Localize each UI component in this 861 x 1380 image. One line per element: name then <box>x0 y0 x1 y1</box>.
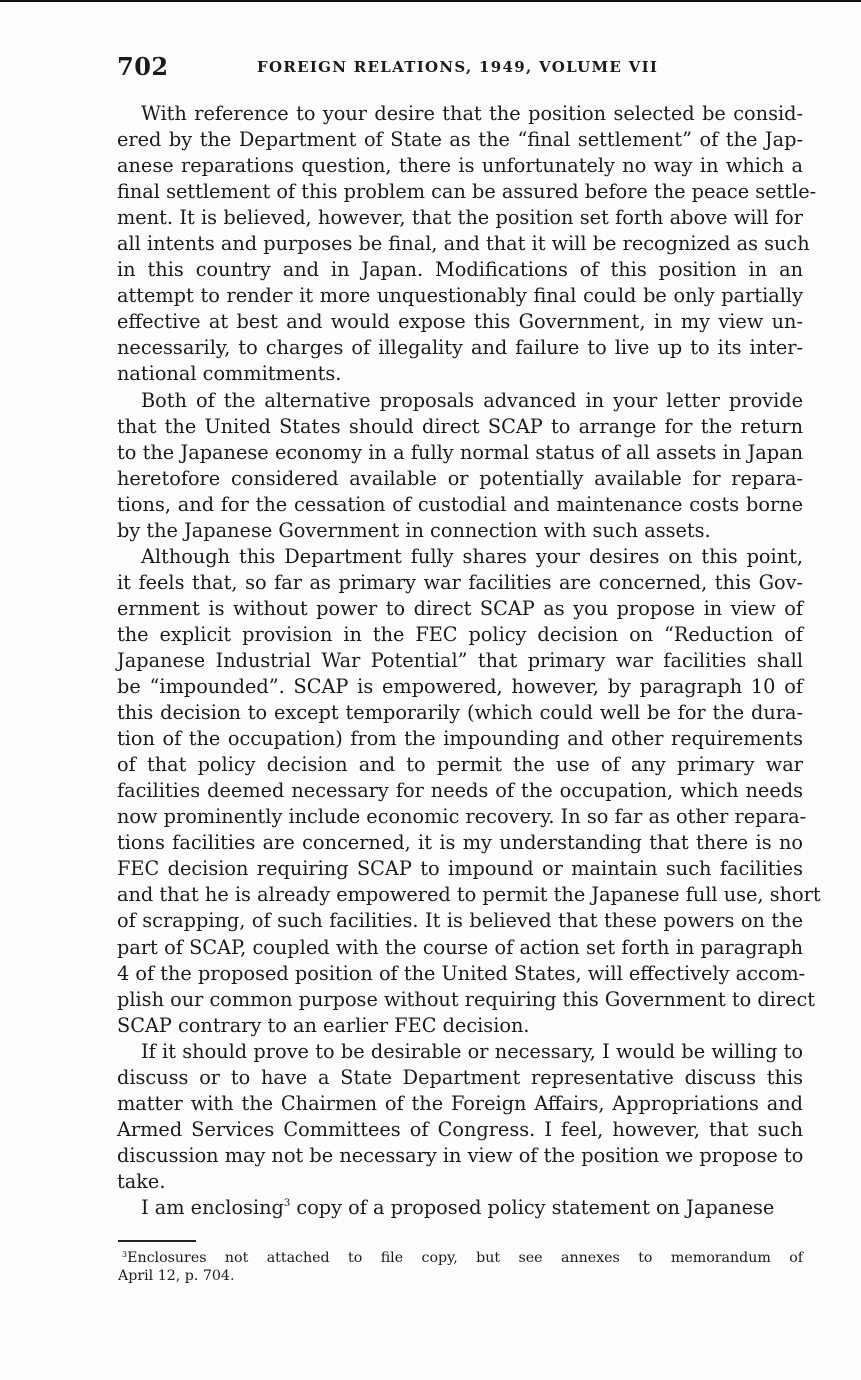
footnote-line <box>118 1249 803 1267</box>
text-line: ered by the Department of State as the “final settlement” of the Jap- <box>117 128 803 152</box>
text-line: ernment is without power to direct SCAP as you propose in view of <box>117 596 803 620</box>
text-line: of that policy decision and to permit the use of any primary war <box>117 753 803 777</box>
footnote-text-1: Enclosures not attached to file copy, but see annexes to memorandum of <box>127 1250 803 1266</box>
text-line: tion of the occupation) from the impounding and other requirements <box>117 727 803 751</box>
footnote-rule <box>118 1240 196 1242</box>
text-line: of scrapping, of such facilities. It is believed that these powers on the <box>117 909 803 933</box>
text-line: Although this Department fully shares your desires on this point, <box>141 544 803 568</box>
paragraph <box>117 388 803 544</box>
text-line: effective at best and would expose this Government, in my view un- <box>117 310 803 334</box>
text-line: to the Japanese economy in a fully normal status of all assets in Japan <box>117 440 803 464</box>
text-line: Armed Services Committees of Congress. I feel, however, that such <box>117 1117 803 1141</box>
footnote <box>118 1249 803 1285</box>
footnote-line: April 12, p. 704. <box>118 1268 235 1284</box>
body-text <box>117 101 821 1221</box>
text-line: this decision to except temporarily (which could well be for the dura- <box>117 701 803 725</box>
paragraph <box>117 1039 803 1195</box>
text-line: be “impounded”. SCAP is empowered, however, by paragraph 10 of <box>117 675 803 699</box>
text-line: and that he is already empowered to permit the Japanese full use, short <box>117 883 821 907</box>
page-header <box>117 52 802 82</box>
text-line: Both of the alternative proposals advanced in your letter provide <box>141 388 803 412</box>
text-line: discuss or to have a State Department representative discuss this <box>117 1065 803 1089</box>
text-line: heretofore considered available or potentially available for repara- <box>117 466 803 490</box>
text-line: attempt to render it more unquestionably final could be only partially <box>117 284 803 308</box>
text-line: anese reparations question, there is unfortunately no way in which a <box>117 154 803 178</box>
text-line: now prominently include economic recovery. In so far as other repara- <box>117 805 807 829</box>
paragraph <box>117 544 821 1039</box>
text-line: necessarily, to charges of illegality and failure to live up to its inter- <box>117 336 803 360</box>
text-line: tions, and for the cessation of custodial and maintenance costs borne <box>117 492 803 516</box>
text-line: matter with the Chairmen of the Foreign Affairs, Appropriations and <box>117 1091 803 1115</box>
text-line <box>117 1195 803 1221</box>
text-line: ment. It is believed, however, that the position set forth above will for <box>117 206 803 230</box>
text-line: final settlement of this problem can be assured before the peace settle- <box>117 180 817 204</box>
top-edge-rule <box>0 0 861 2</box>
text-line: discussion may not be necessary in view of the position we propose to <box>117 1143 804 1167</box>
paragraph-container <box>117 101 821 1195</box>
footnote-reference[interactable]: 3 <box>283 1197 291 1209</box>
text-line: it feels that, so far as primary war facilities are concerned, this Gov- <box>117 570 803 594</box>
paragraph-enclosing <box>117 1195 803 1221</box>
text-line: If it should prove to be desirable or necessary, I would be willing to <box>141 1039 803 1063</box>
text-line: by the Japanese Government in connection with such assets. <box>117 518 711 542</box>
text-line: take. <box>117 1169 166 1193</box>
text-line: part of SCAP, coupled with the course of action set forth in paragraph <box>117 935 803 959</box>
text-line: national commitments. <box>117 362 342 386</box>
text-line: all intents and purposes be final, and that it will be recognized as such <box>117 232 810 256</box>
text-line: 4 of the proposed position of the United States, will effectively accom- <box>117 961 806 985</box>
text-line: that the United States should direct SCAP to arrange for the return <box>117 414 803 438</box>
page-number: 702 <box>117 52 169 81</box>
text-line: plish our common purpose without requiring this Government to direct <box>117 987 816 1011</box>
text-line: With reference to your desire that the position selected be consid- <box>141 102 803 125</box>
text-line: SCAP contrary to an earlier FEC decision. <box>117 1013 530 1037</box>
text-line: Japanese Industrial War Potential” that primary war facilities shall <box>117 648 803 672</box>
text-line: FEC decision requiring SCAP to impound or maintain such facilities <box>117 857 803 881</box>
running-head: FOREIGN RELATIONS, 1949, VOLUME VII <box>257 58 659 76</box>
paragraph <box>117 101 817 388</box>
text-line: in this country and in Japan. Modifications of this position in an <box>117 258 803 282</box>
footnote-marker: 3 <box>122 1250 128 1259</box>
text-line: the explicit provision in the FEC policy decision on “Reduction of <box>117 622 803 646</box>
last-paragraph-start: I am enclosing <box>141 1195 284 1219</box>
text-line: facilities deemed necessary for needs of the occupation, which needs <box>117 779 803 803</box>
text-line: tions facilities are concerned, it is my understanding that there is no <box>117 831 803 855</box>
last-paragraph-rest: copy of a proposed policy statement on Japanese <box>290 1195 775 1219</box>
